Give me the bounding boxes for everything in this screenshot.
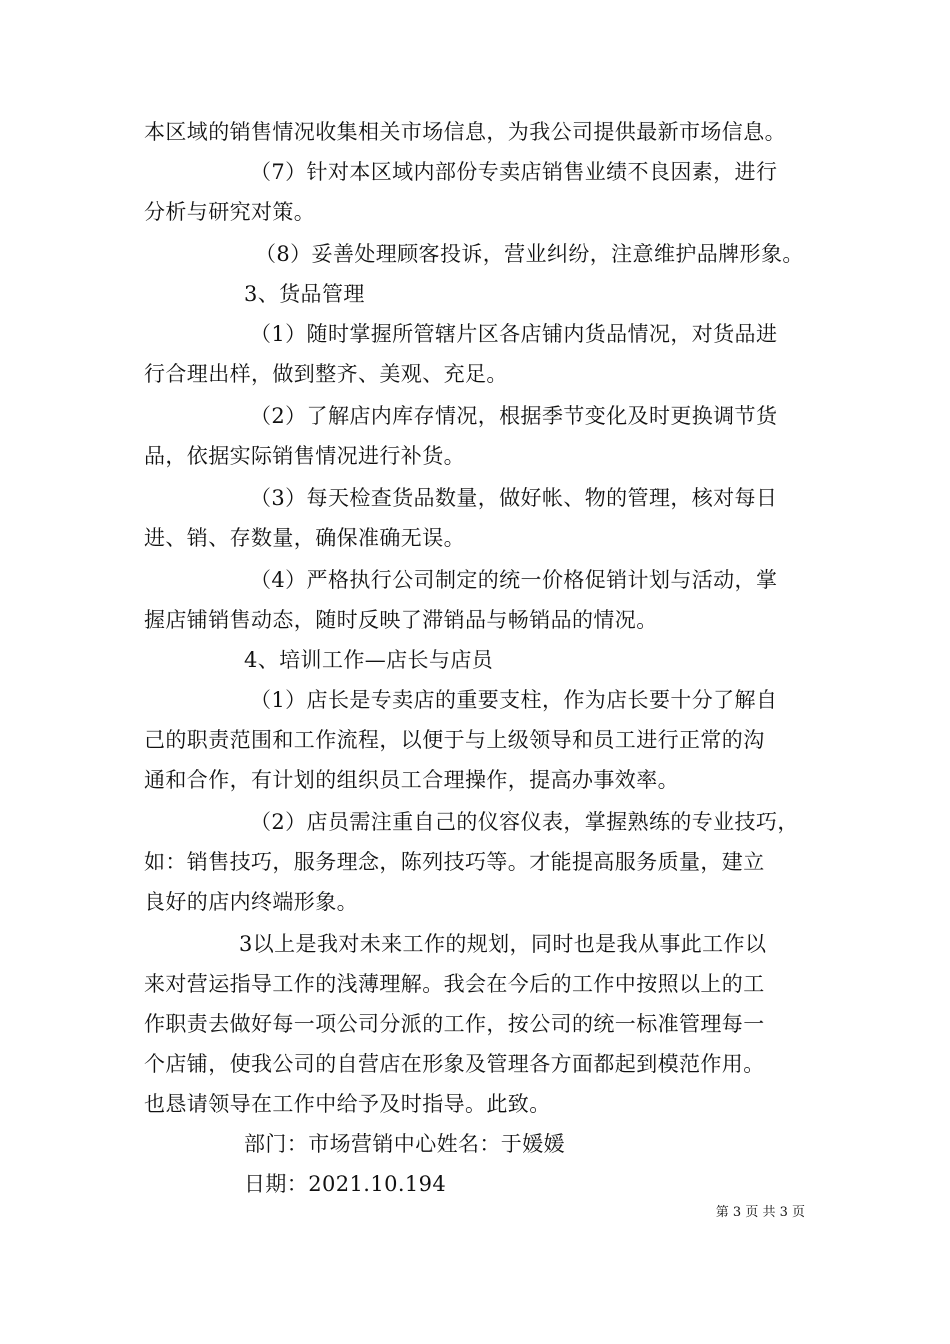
body-line: 来对营运指导工作的浅薄理解。我会在今后的工作中按照以上的工 [144, 972, 765, 996]
training-item-1: （1）店长是专卖店的重要支柱，作为店长要十分了解自 [250, 688, 778, 712]
closing-paragraph-start: 3以上是我对未来工作的规划，同时也是我从事此工作以 [239, 932, 767, 956]
training-item-2: （2）店员需注重自己的仪容仪表，掌握熟练的专业技巧， [250, 810, 799, 834]
goods-item-2: （2）了解店内库存情况，根据季节变化及时更换调节货 [250, 404, 778, 428]
section-heading-goods-management: 3、货品管理 [244, 282, 365, 306]
body-line: 也恳请领导在工作中给予及时指导。此致。 [144, 1092, 551, 1116]
signature-department-name: 部门：市场营销中心姓名：于媛媛 [244, 1132, 565, 1156]
signature-date: 日期：2021.10.194 [244, 1172, 447, 1196]
body-line: 作职责去做好每一项公司分派的工作，按公司的统一标准管理每一 [144, 1012, 765, 1036]
body-line: 分析与研究对策。 [144, 200, 316, 224]
list-item-8: （8）妥善处理顾客投诉，营业纠纷，注意维护品牌形象。 [255, 242, 804, 266]
goods-item-1: （1）随时掌握所管辖片区各店铺内货品情况，对货品进 [250, 322, 778, 346]
body-line: 握店铺销售动态，随时反映了滞销品与畅销品的情况。 [144, 608, 658, 632]
body-line: 通和合作，有计划的组织员工合理操作，提高办事效率。 [144, 768, 679, 792]
body-line: 行合理出样，做到整齐、美观、充足。 [144, 362, 508, 386]
goods-item-4: （4）严格执行公司制定的统一价格促销计划与活动，掌 [250, 568, 778, 592]
goods-item-3: （3）每天检查货品数量，做好帐、物的管理，核对每日 [250, 486, 778, 510]
body-line: 本区域的销售情况收集相关市场信息，为我公司提供最新市场信息。 [144, 120, 786, 144]
body-line: 己的职责范围和工作流程，以便于与上级领导和员工进行正常的沟 [144, 728, 765, 752]
section-heading-training: 4、培训工作—店长与店员 [244, 648, 494, 672]
body-line: 进、销、存数量，确保准确无误。 [144, 526, 465, 550]
body-line: 个店铺，使我公司的自营店在形象及管理各方面都起到模范作用。 [144, 1052, 765, 1076]
body-line: 良好的店内终端形象。 [144, 890, 358, 914]
document-body [144, 112, 824, 1204]
body-line: 如：销售技巧，服务理念，陈列技巧等。才能提高服务质量，建立 [144, 850, 765, 874]
body-line: 品，依据实际销售情况进行补货。 [144, 444, 465, 468]
list-item-7: （7）针对本区域内部份专卖店销售业绩不良因素，进行 [250, 160, 778, 184]
page-number: 第 3 页 共 3 页 [715, 1205, 805, 1220]
